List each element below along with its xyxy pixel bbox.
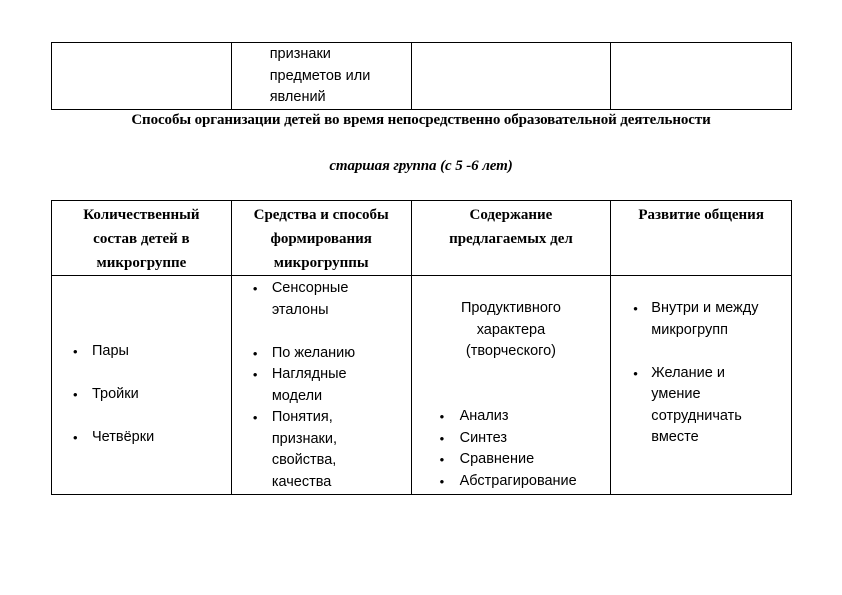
fragment-cell-2: [231, 43, 411, 110]
header-line: микрогруппе: [96, 255, 187, 271]
list-item: • Четвёрки: [52, 427, 231, 449]
description-line: характера: [476, 321, 546, 338]
item-line: свойства,: [271, 452, 337, 468]
header-content: [411, 201, 611, 276]
item-line: признаки,: [271, 430, 338, 447]
fragment-line: предметов или: [269, 67, 371, 84]
fragment-line: явлений: [269, 89, 326, 105]
fragment-cell-4: [611, 43, 792, 110]
organization-table: [51, 200, 792, 495]
item-line: • Наглядные: [271, 366, 347, 382]
list-item: [232, 364, 411, 407]
item-line: модели: [271, 387, 323, 404]
fragment-line: признаки: [269, 46, 331, 62]
item-line: вместе: [651, 429, 699, 445]
header-quantity: [52, 201, 232, 276]
item-line: • По желанию: [271, 344, 356, 361]
list-item: • Анализ: [412, 406, 611, 428]
list-item: [232, 343, 411, 365]
list-item: [232, 407, 411, 493]
item-line: эталоны: [271, 301, 329, 318]
header-means: [231, 201, 411, 276]
group-name: старшая группа: [329, 158, 437, 174]
previous-table-fragment: [51, 42, 792, 110]
item-line: качества: [271, 473, 332, 490]
item-line: • Понятия,: [271, 409, 333, 425]
header-line: состав детей в: [93, 231, 190, 247]
communication-list: [611, 298, 791, 449]
cell-quantity: [52, 276, 232, 495]
fragment-cell-3: [411, 43, 611, 110]
description-line: Продуктивного: [460, 300, 561, 316]
list-item: [611, 298, 791, 341]
fragment-cell-1: [52, 43, 232, 110]
cell-content: [411, 276, 611, 495]
header-line: формирования: [270, 231, 372, 247]
header-line: Развитие общения: [638, 207, 764, 223]
header-line: Средства и способы: [253, 207, 389, 223]
item-line: микрогрупп: [651, 321, 728, 338]
item-line: • Желание и: [651, 364, 725, 381]
cell-means: [231, 276, 411, 495]
item-line: сотрудничать: [651, 407, 742, 424]
list-item: • Пары: [52, 341, 231, 363]
header-line: Содержание: [469, 207, 553, 223]
header-line: предлагаемых дел: [449, 231, 573, 247]
list-item: [611, 363, 791, 449]
description-line: (творческого): [465, 343, 556, 359]
operations-list: [412, 406, 611, 492]
item-line: • Сенсорные: [271, 280, 349, 296]
section-title: Способы организации детей во время непосредственно образовательной деятельности: [131, 112, 711, 128]
list-item: [232, 278, 411, 321]
content-description: [412, 298, 611, 363]
header-row: [52, 201, 792, 276]
means-list: [232, 278, 411, 493]
item-line: • Внутри и между: [651, 300, 759, 316]
header-line: Количественный: [83, 207, 200, 223]
age-range: (с 5 -6 лет): [440, 158, 513, 174]
cell-communication: [611, 276, 792, 495]
header-line: микрогруппы: [273, 255, 369, 271]
list-item: • Абстрагирование: [412, 471, 611, 493]
header-communication: [611, 201, 792, 276]
item-line: умение: [651, 386, 701, 402]
content-row: [52, 276, 792, 495]
list-item: • Сравнение: [412, 449, 611, 471]
section-subtitle: [0, 158, 842, 175]
group-size-list: [52, 341, 231, 470]
list-item: • Синтез: [412, 428, 611, 450]
list-item: • Тройки: [52, 384, 231, 406]
